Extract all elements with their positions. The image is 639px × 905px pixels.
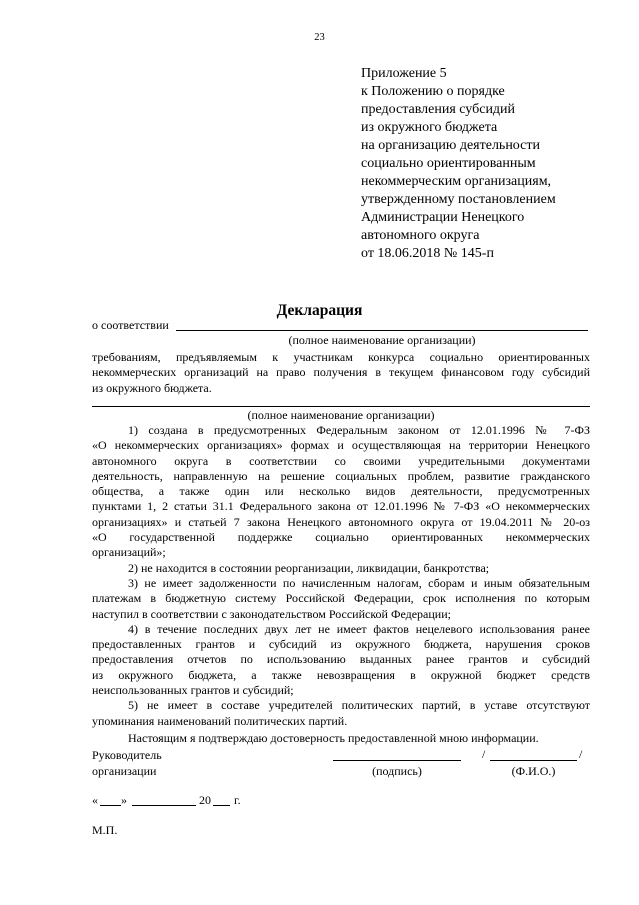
org-name-line-2: [92, 406, 590, 407]
compliance-prefix: о соответствии: [92, 318, 169, 332]
item-line: организациях» и статьей 7 закона Ненецкого автономного округа от 19.04.2011 № 20-оз: [92, 514, 590, 529]
requirements-paragraph: [92, 350, 590, 396]
date-close-quote: »: [121, 793, 127, 807]
appendix-line: Администрации Ненецкого: [361, 210, 525, 225]
item-line: 3) не имеет задолженности по начисленным налогам, сборам и иным обязательным: [128, 575, 590, 590]
item-line: организаций»;: [92, 545, 166, 560]
appendix-line: из окружного бюджета: [361, 120, 498, 135]
item-line: предоставленных грантов и субсидий из окружного бюджета, нарушения сроков: [92, 637, 590, 652]
item-line: из окружного бюджета, а также невозвращения в окружной бюджет средств: [92, 667, 590, 682]
date-year-line: [213, 805, 230, 806]
item-line: неиспользованных грантов и субсидий;: [92, 683, 294, 698]
date-year-prefix: 20: [199, 793, 211, 807]
page-number: 23: [314, 32, 325, 43]
item-line: пунктами 1, 2 статьи 31.1 Федерального закона от 12.01.1996 № 7-ФЗ «О некоммерческих: [92, 499, 590, 514]
fio-caption: (Ф.И.О.): [511, 764, 556, 778]
appendix-line: социально ориентированным: [361, 156, 536, 171]
text-line: требованиям, предъявляемым к участникам конкурса социально ориентированных: [92, 350, 590, 364]
item-line: 2) не находится в состоянии реорганизации, ликвидации, банкротства;: [128, 560, 490, 575]
signature-caption: (подпись): [372, 764, 422, 778]
appendix-line: автономного округа: [361, 228, 480, 243]
date-year-suffix: г.: [234, 793, 241, 807]
confirmation-line: Настоящим я подтверждаю достоверность предоставленной мною информации.: [128, 730, 539, 745]
appendix-line: некоммерческим организациям,: [361, 174, 552, 189]
signer-role-line2: организации: [92, 764, 157, 778]
appendix-line: Приложение 5: [361, 66, 447, 81]
fio-slash-right: /: [579, 747, 583, 761]
item-line: упоминания наименований политических партий.: [92, 713, 348, 728]
appendix-block: [361, 65, 556, 263]
item-line: «О некоммерческих организациях» формах и осуществляющая на территории Ненецкого: [92, 438, 590, 453]
org-name-caption: (полное наименование организации): [288, 333, 476, 347]
declaration-items: [92, 423, 590, 746]
fio-line: [490, 760, 577, 761]
signer-role-line1: Руководитель: [92, 748, 162, 762]
item-line: платежам в бюджетную систему Российской Федерации, срок исполнения по которым: [92, 591, 590, 606]
item-line: 4) в течение последних двух лет не имеет фактов нецелевого использования ранее: [128, 621, 590, 636]
appendix-line: к Положению о порядке: [361, 84, 505, 99]
fio-slash-left: /: [482, 747, 486, 761]
signature-line: [333, 760, 461, 761]
appendix-line: на организацию деятельности: [361, 138, 540, 153]
date-open-quote: «: [92, 793, 98, 807]
text-line: из окружного бюджета.: [92, 380, 212, 395]
date-month-line: [132, 805, 196, 806]
date-day-line: [100, 805, 121, 806]
item-line: общества, а также один или несколько видов деятельности, предусмотренных: [92, 484, 590, 499]
org-name-caption-2: (полное наименование организации): [247, 408, 435, 422]
stamp-place: М.П.: [92, 823, 118, 837]
item-line: наступил в соответствии с законодательством Российской Федерации;: [92, 606, 451, 621]
text-line: некоммерческих организаций на право получения в текущем финансовом году субсидий: [92, 365, 590, 380]
item-line: предоставления отчетов по использованию выданных ранее грантов и субсидий: [92, 652, 590, 667]
appendix-line: предоставления субсидий: [361, 102, 516, 117]
item-line: автономного округа в соответствии со своими учредительными документами: [92, 453, 590, 468]
appendix-line: от 18.06.2018 № 145-п: [361, 246, 494, 261]
document-title: Декларация: [276, 302, 363, 319]
item-line: деятельность, направленную на решение социальных проблем, развитие гражданского: [92, 468, 590, 483]
appendix-line: утвержденному постановлением: [361, 192, 556, 207]
item-line: 1) создана в предусмотренных Федеральным законом от 12.01.1996 № 7-ФЗ: [128, 423, 590, 437]
item-line: 5) не имеет в составе учредителей политических партий, в уставе отсутствуют: [128, 698, 590, 713]
org-name-line: [176, 330, 588, 331]
item-line: «О государственной поддержке социально ориентированных некоммерческих: [92, 530, 590, 545]
